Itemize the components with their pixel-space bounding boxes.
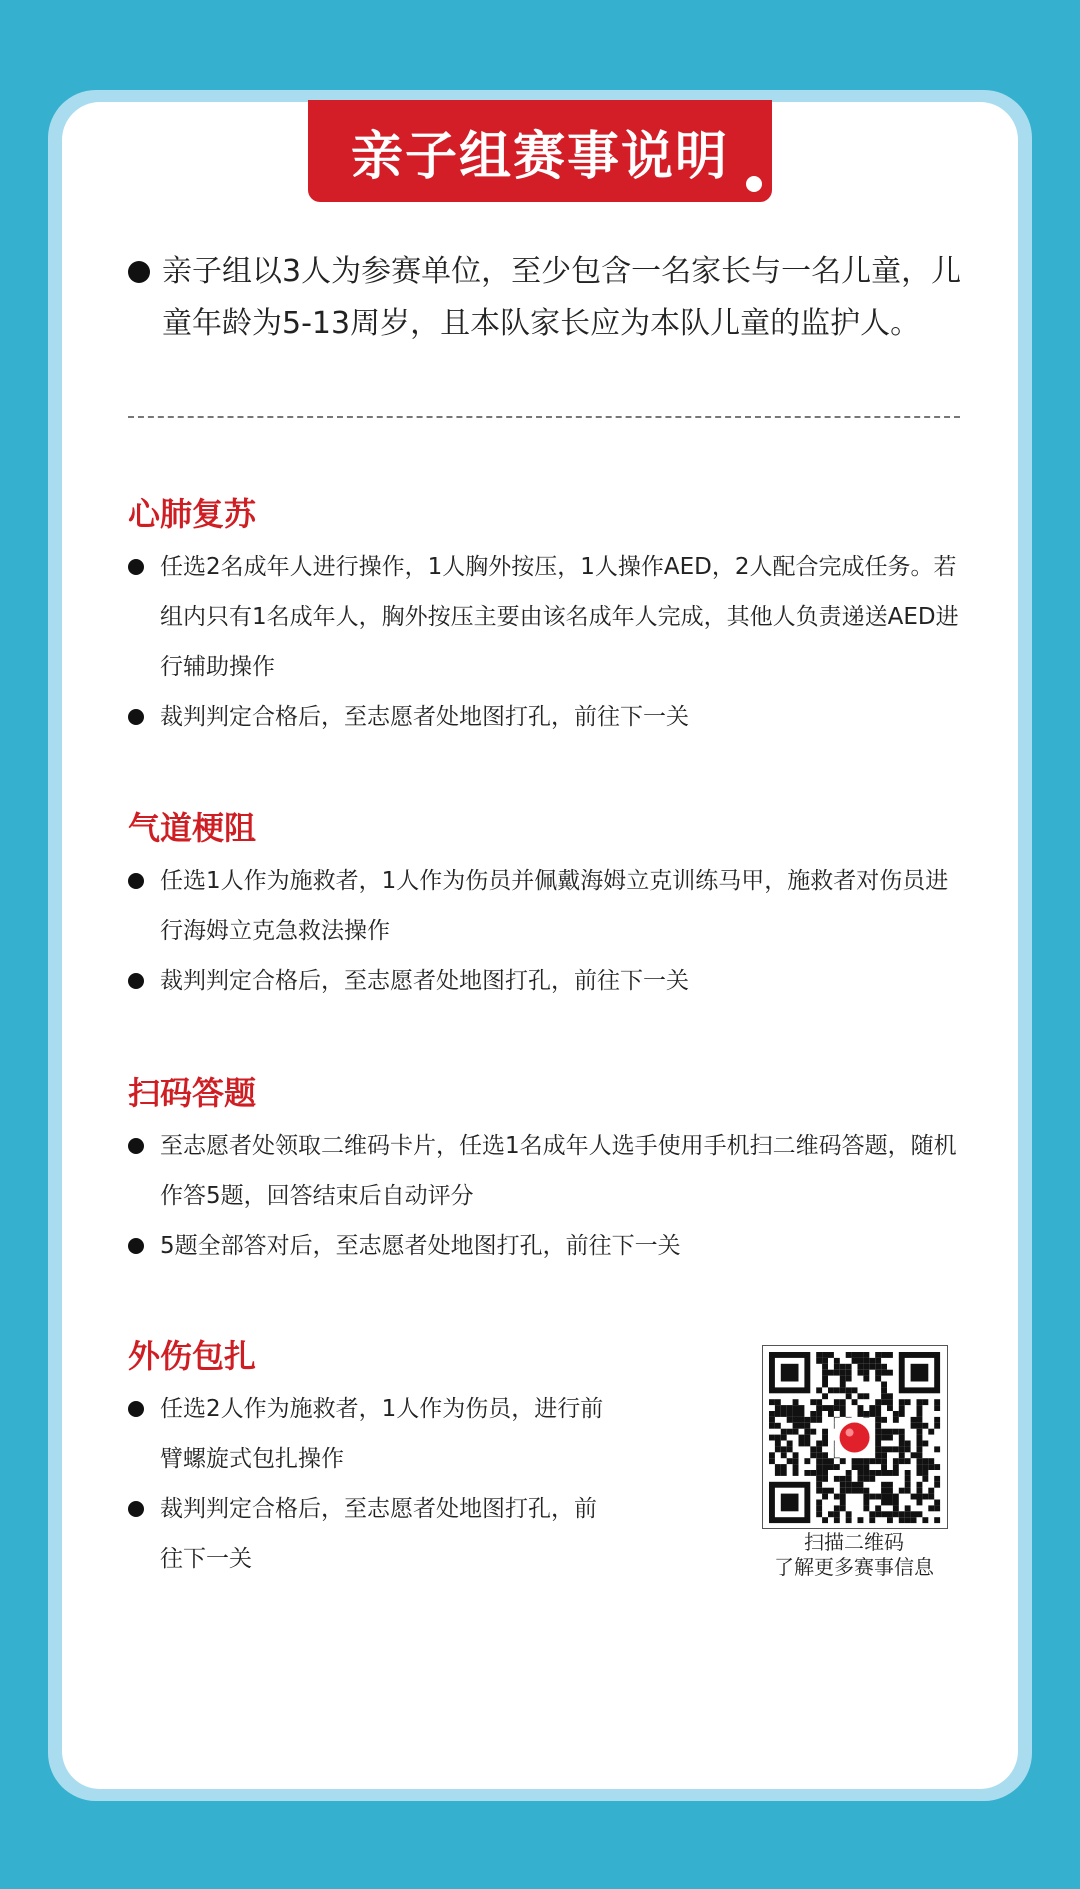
bullet-icon	[128, 1138, 144, 1154]
qr-caption-line1: 扫描二维码	[804, 1530, 904, 1554]
list-item	[128, 856, 962, 956]
list-item	[128, 1221, 962, 1271]
list-item	[128, 956, 962, 1006]
item-text: 任选2名成年人进行操作，1人胸外按压，1人操作AED，2人配合完成任务。若组内只有1名成年人，胸外按压主要由该名成年人完成，其他人负责递送AED进行辅助操作	[160, 554, 959, 680]
item-text: 裁判判定合格后，至志愿者处地图打孔，前往下一关	[160, 1496, 597, 1572]
item-text: 5题全部答对后，至志愿者处地图打孔，前往下一关	[160, 1233, 681, 1259]
bullet-icon	[128, 709, 144, 725]
bullet-icon	[128, 261, 150, 283]
bullet-icon	[128, 973, 144, 989]
item-text: 裁判判定合格后，至志愿者处地图打孔，前往下一关	[160, 704, 689, 730]
title-banner	[308, 100, 772, 202]
dashed-divider	[128, 416, 960, 418]
section-title: 外伤包扎	[128, 1337, 257, 1375]
section-airway	[128, 806, 962, 1006]
qr-caption	[740, 1530, 968, 1580]
bullet-icon	[128, 1401, 144, 1417]
bullet-icon	[128, 1501, 144, 1517]
list-item	[128, 692, 962, 742]
list-item	[128, 1484, 616, 1584]
list-item	[128, 1121, 962, 1221]
bullet-icon	[128, 559, 144, 575]
section-quiz	[128, 1071, 962, 1271]
intro-text: 亲子组以3人为参赛单位，至少包含一名家长与一名儿童，儿童年龄为5-13周岁，且本队家长应为本队儿童的监护人。	[162, 254, 962, 341]
item-text: 至志愿者处领取二维码卡片，任选1名成年人选手使用手机扫二维码答题，随机作答5题，回答结束后自动评分	[160, 1133, 957, 1209]
title-dot-decoration	[746, 176, 762, 192]
item-text: 任选2人作为施救者，1人作为伤员，进行前臂螺旋式包扎操作	[160, 1396, 604, 1472]
item-text: 任选1人作为施救者，1人作为伤员并佩戴海姆立克训练马甲，施救者对伤员进行海姆立克急救法操作	[160, 868, 949, 944]
section-bandage	[128, 1334, 616, 1584]
bullet-icon	[128, 873, 144, 889]
section-title: 扫码答题	[128, 1074, 257, 1112]
bullet-icon	[128, 1238, 144, 1254]
qr-code-icon	[763, 1346, 947, 1528]
section-title: 心肺复苏	[128, 495, 257, 533]
page-title: 亲子组赛事说明	[350, 126, 729, 187]
intro-block	[128, 246, 968, 350]
section-title: 气道梗阻	[128, 809, 257, 847]
qr-caption-line2: 了解更多赛事信息	[774, 1555, 934, 1579]
section-cpr	[128, 492, 962, 742]
qr-code[interactable]	[762, 1345, 948, 1529]
item-text: 裁判判定合格后，至志愿者处地图打孔，前往下一关	[160, 968, 689, 994]
list-item	[128, 542, 962, 692]
list-item	[128, 1384, 616, 1484]
